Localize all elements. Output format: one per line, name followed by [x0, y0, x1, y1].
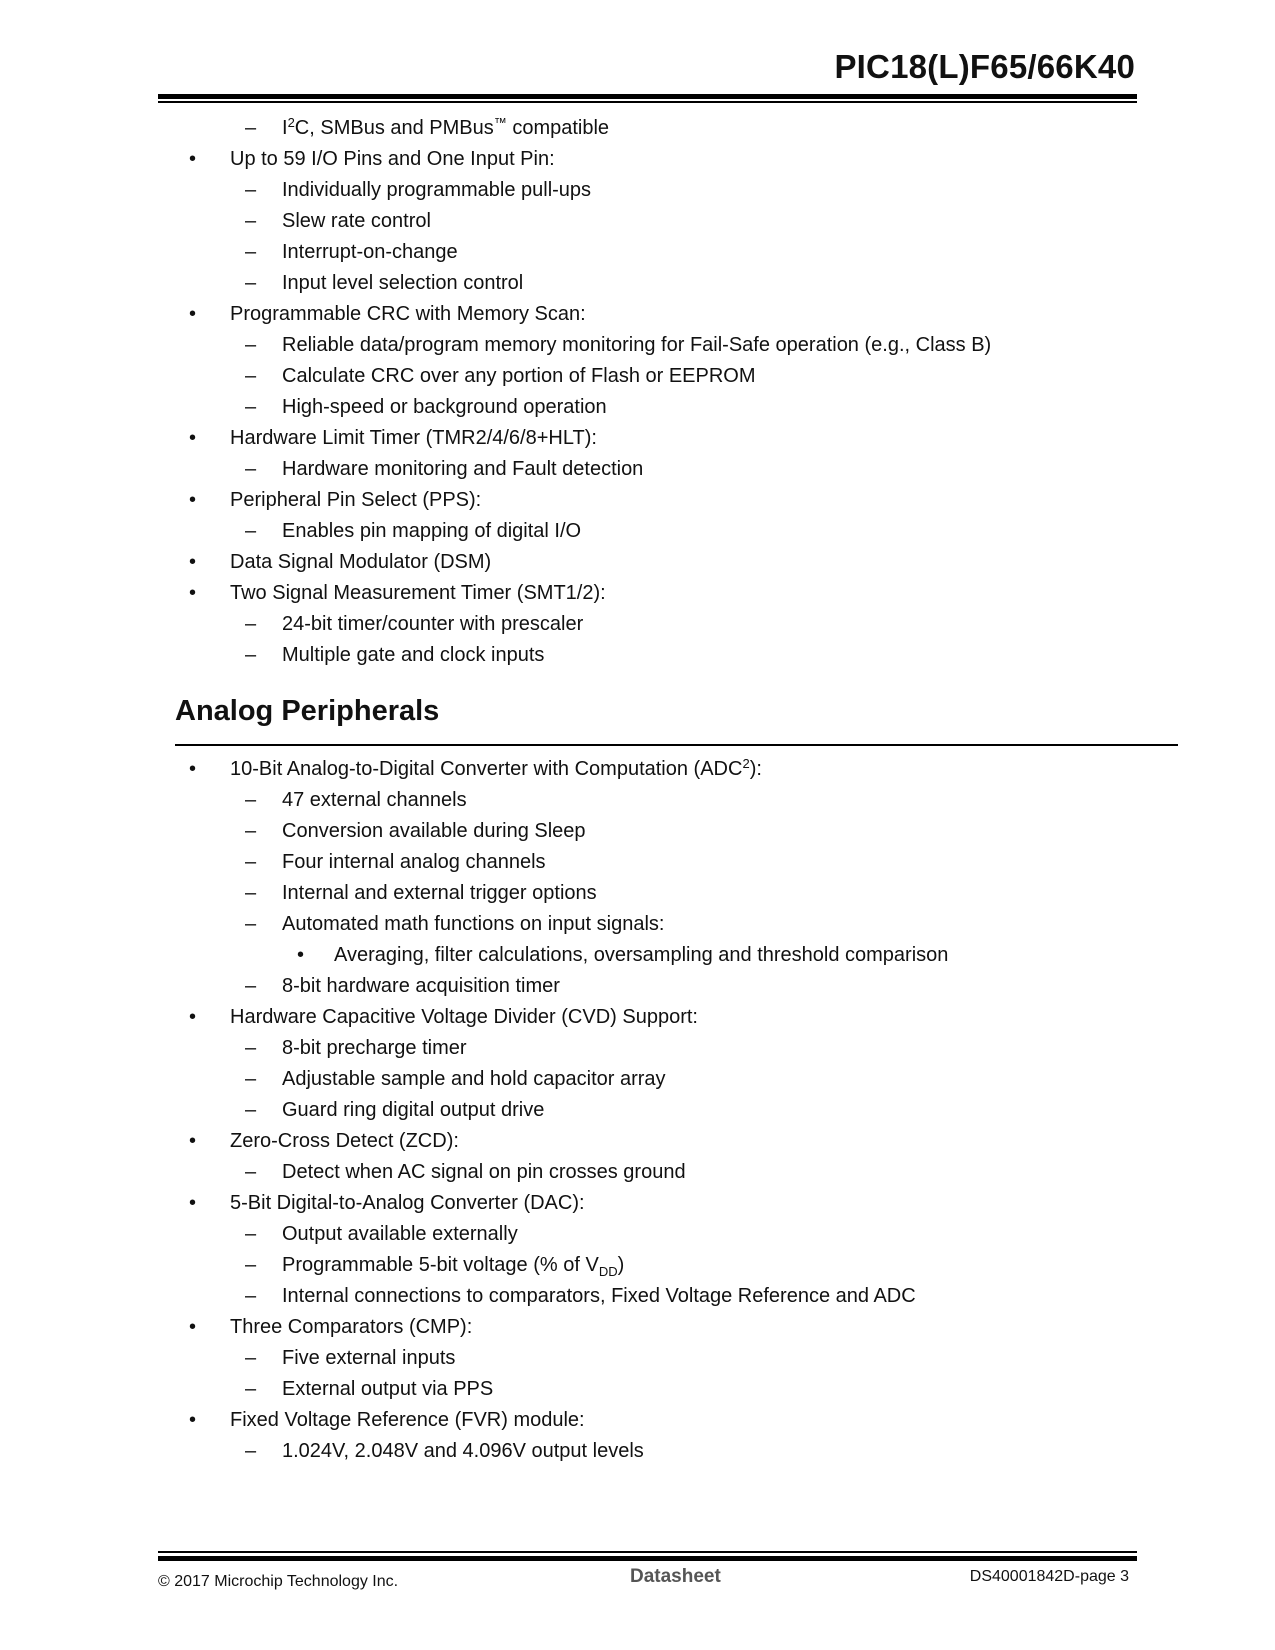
dash-marker: –	[245, 644, 257, 666]
bullet-marker: •	[189, 1130, 197, 1152]
list-item-text: Internal and external trigger options	[282, 882, 597, 904]
list-item-text: Programmable CRC with Memory Scan:	[230, 303, 586, 325]
list-item-text: Hardware Limit Timer (TMR2/4/6/8+HLT):	[230, 427, 597, 449]
dash-marker: –	[245, 913, 257, 935]
list-item-text: Five external inputs	[282, 1347, 456, 1369]
header-rule-thick	[158, 94, 1137, 99]
list-item-text: 47 external channels	[282, 789, 467, 811]
dash-marker: –	[245, 789, 257, 811]
bullet-marker: •	[189, 551, 197, 573]
list-item-text: Interrupt-on-change	[282, 241, 458, 263]
list-item-text: Two Signal Measurement Timer (SMT1/2):	[230, 582, 606, 604]
dash-marker: –	[245, 1378, 257, 1400]
bullet-marker: •	[189, 303, 197, 325]
header-rule-thin	[158, 101, 1137, 103]
dash-marker: –	[245, 179, 257, 201]
dash-marker: –	[245, 241, 257, 263]
footer-page-number: DS40001842D-page 3	[969, 1568, 1129, 1585]
section-title-analog: Analog Peripherals	[175, 695, 440, 727]
bullet-marker: •	[189, 1316, 197, 1338]
page-header-title: PIC18(L)F65/66K40	[834, 48, 1135, 85]
section-rule	[175, 744, 1178, 746]
list-item-text: Enables pin mapping of digital I/O	[282, 520, 582, 542]
dash-marker: –	[245, 975, 257, 997]
list-item-text: 8-bit precharge timer	[282, 1037, 467, 1059]
bullet-marker: •	[189, 148, 197, 170]
list-item-text: Hardware monitoring and Fault detection	[282, 458, 644, 480]
list-item-text: Multiple gate and clock inputs	[282, 644, 545, 666]
dash-marker: –	[245, 1161, 257, 1183]
dash-marker: –	[245, 210, 257, 232]
footer-datasheet-label: Datasheet	[630, 1566, 721, 1587]
list-item-text: External output via PPS	[282, 1378, 494, 1400]
bullet-marker: •	[189, 758, 197, 780]
dash-marker: –	[245, 117, 257, 139]
list-item-text: Output available externally	[282, 1223, 518, 1245]
list-item-text: Individually programmable pull-ups	[282, 179, 592, 201]
footer-rule-thick	[158, 1556, 1137, 1561]
list-item-text: Calculate CRC over any portion of Flash or EEPROM	[282, 365, 756, 387]
list-item-text: Input level selection control	[282, 272, 524, 294]
dash-marker: –	[245, 272, 257, 294]
list-item-text: Zero-Cross Detect (ZCD):	[230, 1130, 459, 1152]
dash-marker: –	[245, 820, 257, 842]
bullet-marker: •	[189, 489, 197, 511]
bullet-marker: •	[189, 582, 197, 604]
list-item-text: Conversion available during Sleep	[282, 820, 586, 842]
list-item-text: Adjustable sample and hold capacitor array	[282, 1068, 666, 1090]
dash-marker: –	[245, 1099, 257, 1121]
bullet-marker: •	[189, 427, 197, 449]
dash-marker: –	[245, 851, 257, 873]
bullet-marker: •	[189, 1192, 197, 1214]
list-item-text: Guard ring digital output drive	[282, 1099, 545, 1121]
list-item-text: 5-Bit Digital-to-Analog Converter (DAC):	[230, 1192, 585, 1214]
list-item-text: Data Signal Modulator (DSM)	[230, 551, 492, 573]
bullet-marker: •	[189, 1006, 197, 1028]
list-item-text: Programmable 5-bit voltage (% of $V_{DD}$)	[282, 1254, 625, 1279]
list-item-text: 8-bit hardware acquisition timer	[282, 975, 560, 997]
list-item-text: Averaging, filter calculations, oversampling and threshold comparison	[334, 944, 949, 966]
list-item-text: 1.024V, 2.048V and 4.096V output levels	[282, 1440, 644, 1462]
list-item-text: Three Comparators (CMP):	[230, 1316, 473, 1338]
dash-marker: –	[245, 1223, 257, 1245]
dash-marker: –	[245, 1037, 257, 1059]
list-item-text: 24-bit timer/counter with prescaler	[282, 613, 584, 635]
list-item-text: Up to 59 I/O Pins and One Input Pin:	[230, 148, 555, 170]
bullet-marker: •	[189, 1409, 197, 1431]
dash-marker: –	[245, 1068, 257, 1090]
dash-marker: –	[245, 365, 257, 387]
list-item-text: High-speed or background operation	[282, 396, 607, 418]
list-item-text: Detect when AC signal on pin crosses ground	[282, 1161, 686, 1183]
dash-marker: –	[245, 1440, 257, 1462]
list-item-text: Four internal analog channels	[282, 851, 546, 873]
list-item-text: $I^2C$, SMBus and PMBus™ compatible	[282, 115, 610, 139]
list-item-text: 10-Bit Analog-to-Digital Converter with Computation (ADC$^2$):	[230, 756, 762, 780]
list-item-text: Internal connections to comparators, Fixed Voltage Reference and ADC	[282, 1285, 916, 1307]
dash-marker: –	[245, 882, 257, 904]
list-item-text: Automated math functions on input signals:	[282, 913, 665, 935]
dash-marker: –	[245, 613, 257, 635]
footer-rule-thin	[158, 1551, 1137, 1553]
list-item-text: Reliable data/program memory monitoring for Fail-Safe operation (e.g., Class B)	[282, 334, 992, 356]
dash-marker: –	[245, 520, 257, 542]
list-item-text: Fixed Voltage Reference (FVR) module:	[230, 1409, 585, 1431]
dash-marker: –	[245, 1254, 257, 1276]
dash-marker: –	[245, 1347, 257, 1369]
dash-marker: –	[245, 334, 257, 356]
dash-marker: –	[245, 458, 257, 480]
bullet-marker: •	[297, 944, 305, 966]
list-item-text: Slew rate control	[282, 210, 431, 232]
list-item-text: Hardware Capacitive Voltage Divider (CVD) Support:	[230, 1006, 698, 1028]
list-item-text: Peripheral Pin Select (PPS):	[230, 489, 482, 511]
footer-copyright: © 2017 Microchip Technology Inc.	[158, 1573, 399, 1590]
dash-marker: –	[245, 396, 257, 418]
dash-marker: –	[245, 1285, 257, 1307]
